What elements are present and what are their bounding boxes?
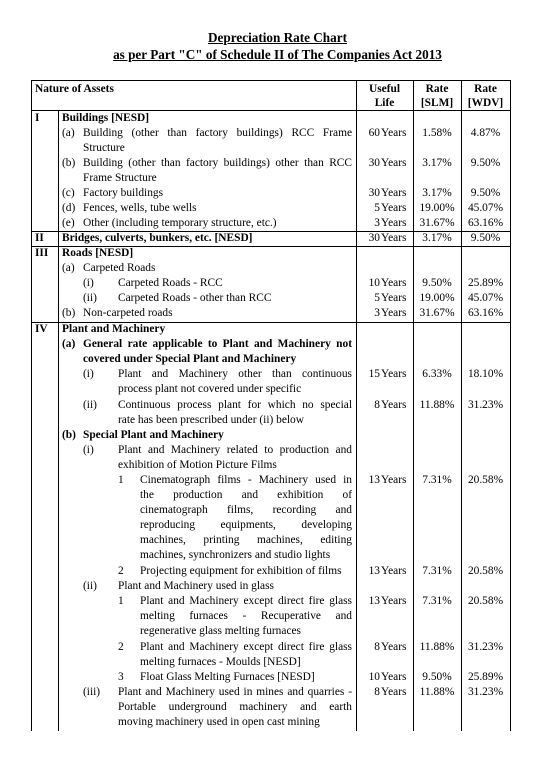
item-label: (a) bbox=[62, 262, 75, 274]
useful-life-unit: Years bbox=[381, 399, 407, 411]
useful-life-unit: Years bbox=[381, 641, 407, 653]
item-label: (d) bbox=[62, 202, 76, 214]
useful-life-unit: Years bbox=[381, 217, 407, 229]
section-number: II bbox=[35, 232, 44, 244]
useful-life-unit: Years bbox=[381, 565, 407, 577]
item-description: exhibition of Motion Picture Films bbox=[118, 459, 277, 471]
item-description: Plant and Machinery related to production and bbox=[118, 444, 352, 456]
item-label: (a) bbox=[62, 338, 76, 350]
item-description: Carpeted Roads bbox=[83, 262, 156, 274]
item-number: 3 bbox=[118, 671, 124, 683]
header-rate-slm: [SLM] bbox=[420, 97, 454, 109]
rate-wdv-value: 20.58% bbox=[467, 595, 504, 607]
chart-subtitle: as per Part "C" of Schedule II of The Companies Act 2013 bbox=[113, 47, 442, 62]
item-label: (ii) bbox=[83, 580, 97, 592]
rate-wdv-value: 45.07% bbox=[467, 202, 504, 214]
item-description: Continuous process plant for which no special bbox=[118, 399, 352, 411]
rate-wdv-value: 45.07% bbox=[467, 292, 504, 304]
section-number: IV bbox=[35, 323, 48, 335]
rate-wdv-value: 63.16% bbox=[467, 307, 504, 319]
rate-wdv-value: 9.50% bbox=[470, 157, 501, 169]
item-description: Portable underground machinery and earth bbox=[118, 701, 352, 713]
useful-life-unit: Years bbox=[381, 157, 407, 169]
item-description: Carpeted Roads - RCC bbox=[118, 277, 223, 289]
rate-slm-value: 11.88% bbox=[419, 686, 455, 698]
rate-slm-value: 31.67% bbox=[419, 217, 455, 229]
section-heading: Buildings [NESD] bbox=[62, 112, 150, 124]
rate-slm-value: 7.31% bbox=[422, 595, 452, 607]
rate-slm-value: 7.31% bbox=[422, 565, 452, 577]
item-description: Cinematograph films - Machinery used in bbox=[140, 474, 352, 486]
useful-life-value: 13 bbox=[368, 595, 380, 607]
useful-life-value: 13 bbox=[368, 474, 380, 486]
useful-life-value: 30 bbox=[368, 187, 380, 199]
rate-wdv-value: 4.87% bbox=[470, 127, 501, 139]
section-heading: Plant and Machinery bbox=[62, 323, 166, 335]
item-label: (b) bbox=[62, 307, 76, 319]
item-label: (ii) bbox=[83, 292, 97, 304]
item-description: melting furnaces - Moulds [NESD] bbox=[140, 656, 301, 668]
item-description: Projecting equipment for exhibition of films bbox=[140, 565, 342, 577]
useful-life-value: 10 bbox=[368, 277, 380, 289]
item-label: (b) bbox=[62, 429, 76, 441]
item-description: the production and exhibition of bbox=[140, 489, 352, 501]
rate-wdv-value: 25.89% bbox=[467, 277, 504, 289]
item-description: Plant and Machinery except direct fire glass bbox=[140, 641, 352, 653]
section-heading: Bridges, culverts, bunkers, etc. [NESD] bbox=[62, 232, 253, 244]
item-label: (b) bbox=[62, 157, 76, 169]
rate-slm-value: 11.88% bbox=[419, 399, 455, 411]
useful-life-unit: Years bbox=[381, 474, 407, 486]
item-description: machines, printing machines, editing bbox=[140, 534, 352, 546]
item-description: Factory buildings bbox=[83, 187, 164, 199]
rate-slm-value: 6.33% bbox=[422, 368, 452, 380]
item-description: Building (other than factory buildings) other than RCC bbox=[83, 157, 352, 169]
item-number: 1 bbox=[118, 474, 124, 486]
header-useful-life: Useful bbox=[368, 83, 400, 95]
useful-life-unit: Years bbox=[381, 277, 407, 289]
rate-wdv-value: 25.89% bbox=[467, 671, 504, 683]
item-description: Fences, wells, tube wells bbox=[83, 202, 197, 214]
section-heading: Roads [NESD] bbox=[62, 247, 134, 259]
header-nature-of-assets: Nature of Assets bbox=[35, 83, 114, 95]
column-rule bbox=[31, 80, 32, 731]
item-description: Float Glass Melting Furnaces [NESD] bbox=[140, 671, 315, 683]
header-useful-life: Life bbox=[374, 97, 395, 109]
item-label: (iii) bbox=[83, 686, 101, 698]
rate-slm-value: 11.88% bbox=[419, 641, 455, 653]
useful-life-value: 5 bbox=[374, 202, 380, 214]
useful-life-unit: Years bbox=[381, 307, 407, 319]
useful-life-unit: Years bbox=[381, 187, 407, 199]
item-description: Special Plant and Machinery bbox=[83, 429, 224, 441]
item-description: Plant and Machinery used in glass bbox=[118, 580, 274, 592]
item-description: Building (other than factory buildings) RCC Frame bbox=[83, 127, 352, 139]
rate-slm-value: 9.50% bbox=[422, 671, 452, 683]
item-description: regenerative glass melting furnaces bbox=[140, 625, 301, 637]
rate-wdv-value: 31.23% bbox=[467, 686, 504, 698]
item-description: process plant not covered under specific bbox=[118, 383, 302, 395]
rate-slm-value: 19.00% bbox=[419, 292, 455, 304]
item-description: Structure bbox=[83, 142, 125, 154]
useful-life-value: 10 bbox=[368, 671, 380, 683]
column-rule bbox=[510, 80, 511, 731]
section-number: I bbox=[35, 112, 40, 124]
rate-wdv-value: 20.58% bbox=[467, 474, 504, 486]
rate-slm-value: 7.31% bbox=[422, 474, 452, 486]
useful-life-value: 30 bbox=[368, 232, 380, 244]
useful-life-value: 30 bbox=[368, 157, 380, 169]
item-description: Other (including temporary structure, etc.) bbox=[83, 217, 277, 229]
rate-slm-value: 9.50% bbox=[422, 277, 452, 289]
rate-slm-value: 19.00% bbox=[419, 202, 455, 214]
column-rule bbox=[356, 80, 357, 731]
item-description: Plant and Machinery used in mines and quarries - bbox=[118, 686, 352, 698]
useful-life-unit: Years bbox=[381, 232, 407, 244]
item-description: covered under Special Plant and Machinery bbox=[83, 353, 297, 365]
useful-life-unit: Years bbox=[381, 595, 407, 607]
item-label: (i) bbox=[83, 368, 94, 380]
useful-life-unit: Years bbox=[381, 127, 407, 139]
item-description: reproducing equipments, developing bbox=[140, 519, 352, 531]
rate-wdv-value: 31.23% bbox=[467, 399, 504, 411]
rate-slm-value: 3.17% bbox=[422, 157, 452, 169]
rate-wdv-value: 63.16% bbox=[467, 217, 504, 229]
item-label: (e) bbox=[62, 217, 75, 229]
chart-title: Depreciation Rate Chart bbox=[208, 30, 347, 45]
useful-life-unit: Years bbox=[381, 671, 407, 683]
rate-wdv-value: 9.50% bbox=[470, 187, 501, 199]
item-number: 2 bbox=[118, 641, 124, 653]
table-top-border bbox=[31, 80, 511, 81]
item-description: moving machinery used in open cast mining bbox=[118, 716, 320, 728]
item-description: machines, synchronizers and studio lights bbox=[140, 549, 331, 561]
item-number: 1 bbox=[118, 595, 124, 607]
useful-life-unit: Years bbox=[381, 292, 407, 304]
item-description: cinematograph films, recording and bbox=[140, 504, 352, 516]
rate-wdv-value: 20.58% bbox=[467, 565, 504, 577]
rate-slm-value: 31.67% bbox=[419, 307, 455, 319]
item-description: Frame Structure bbox=[83, 172, 157, 184]
useful-life-unit: Years bbox=[381, 368, 407, 380]
rate-wdv-value: 9.50% bbox=[470, 232, 501, 244]
item-description: Non-carpeted roads bbox=[83, 307, 173, 319]
item-description: Plant and Machinery other than continuous bbox=[118, 368, 352, 380]
item-label: (i) bbox=[83, 277, 94, 289]
section-number: III bbox=[35, 247, 49, 259]
item-label: (i) bbox=[83, 444, 94, 456]
item-number: 2 bbox=[118, 565, 124, 577]
useful-life-value: 8 bbox=[374, 686, 380, 698]
useful-life-unit: Years bbox=[381, 686, 407, 698]
useful-life-value: 60 bbox=[368, 127, 380, 139]
rate-wdv-value: 31.23% bbox=[467, 641, 504, 653]
header-rate-slm: Rate bbox=[425, 83, 449, 95]
header-rate-wdv: Rate bbox=[474, 83, 497, 95]
useful-life-value: 5 bbox=[374, 292, 380, 304]
useful-life-unit: Years bbox=[381, 202, 407, 214]
useful-life-value: 8 bbox=[374, 641, 380, 653]
useful-life-value: 15 bbox=[368, 368, 380, 380]
header-rate-wdv: [WDV] bbox=[467, 97, 504, 109]
item-label: (a) bbox=[62, 127, 75, 139]
item-description: General rate applicable to Plant and Machinery not bbox=[83, 338, 352, 350]
useful-life-value: 13 bbox=[368, 565, 380, 577]
item-label: (ii) bbox=[83, 399, 97, 411]
item-description: Plant and Machinery except direct fire glass bbox=[140, 595, 352, 607]
item-description: Carpeted Roads - other than RCC bbox=[118, 292, 272, 304]
rate-wdv-value: 18.10% bbox=[467, 368, 504, 380]
item-description: rate has been prescribed under (ii) below bbox=[118, 414, 304, 426]
numbering-column-rule bbox=[58, 110, 59, 731]
item-label: (c) bbox=[62, 187, 75, 199]
useful-life-value: 3 bbox=[374, 217, 380, 229]
rate-slm-value: 3.17% bbox=[422, 232, 452, 244]
useful-life-value: 3 bbox=[374, 307, 380, 319]
rate-slm-value: 3.17% bbox=[422, 187, 452, 199]
item-description: melting furnaces - Recuperative and bbox=[140, 610, 352, 622]
useful-life-value: 8 bbox=[374, 399, 380, 411]
rate-slm-value: 1.58% bbox=[422, 127, 452, 139]
